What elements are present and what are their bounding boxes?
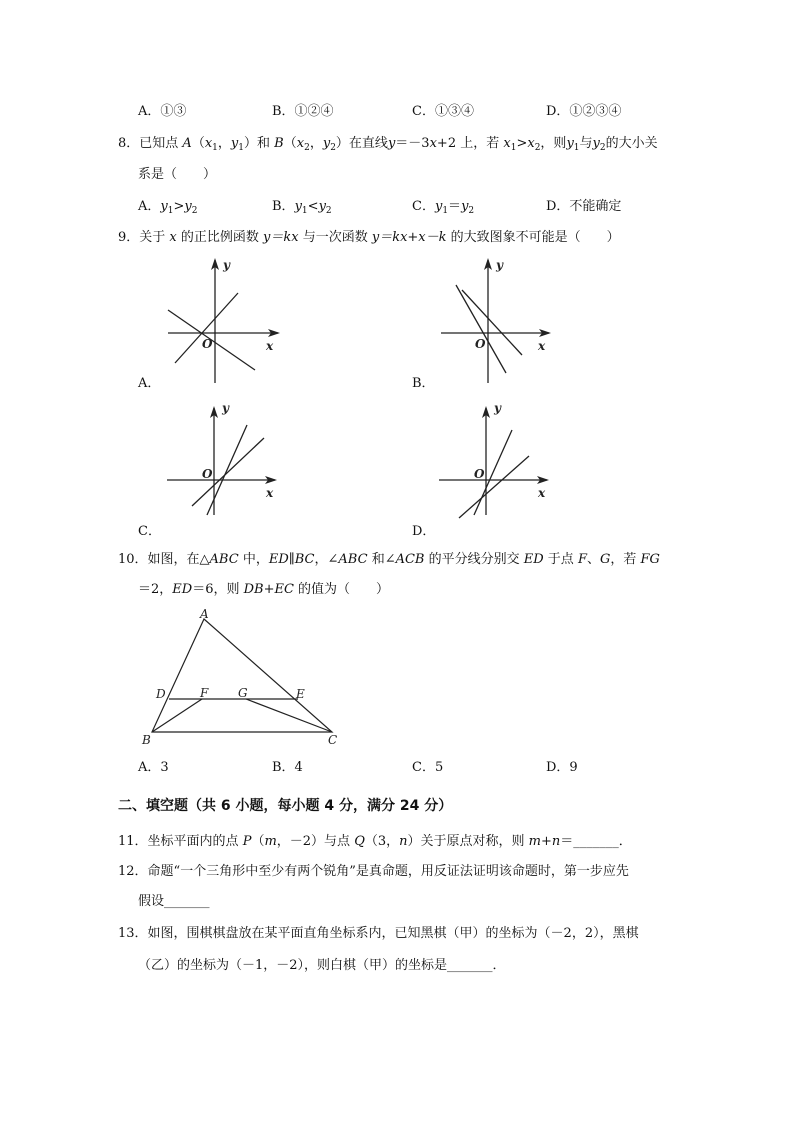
- q8-option-c: C．$y_1=y_2$: [412, 199, 475, 216]
- q9-stem: 9．关于 x 的正比例函数 y＝kx 与一次函数 y＝kx+x－k 的大致图象不可能是（ ）: [118, 230, 620, 245]
- section-heading: 二、填空题（共 6 小题，每小题 4 分，满分 24 分）: [118, 798, 453, 814]
- x-axis-label: x: [538, 486, 546, 500]
- y-axis-label: y: [494, 401, 501, 415]
- origin-label: O: [202, 337, 213, 351]
- origin-label: O: [474, 467, 485, 481]
- q13-stem-line1: 13．如图，围棋棋盘放在某平面直角坐标系内，已知黑棋（甲）的坐标为（－2，2），黑棋: [118, 926, 639, 941]
- q8-option-d: D．不能确定: [546, 199, 622, 214]
- q11-stem: 11．坐标平面内的点 P（m，－2）与点 Q（3，n）关于原点对称，则 m+n＝_______．: [118, 834, 632, 849]
- point-g-label: G: [238, 686, 248, 700]
- q9-option-d: D．: [412, 524, 436, 539]
- q9-option-c: C．: [138, 524, 161, 539]
- x-axis-label: x: [266, 486, 274, 500]
- point-a-label: A: [200, 607, 209, 621]
- q9-graph-b: [436, 255, 566, 390]
- q10-stem-line2: ＝2，ED＝6，则 DB+EC 的值为（ ）: [138, 582, 390, 597]
- q9-graph-a: [160, 255, 290, 390]
- y-axis-label: y: [223, 258, 230, 272]
- q8-option-b: B．$y_1<y_2$: [272, 199, 332, 216]
- y-axis-label: y: [496, 258, 503, 272]
- q10-triangle-figure: [136, 606, 346, 751]
- y-axis-label: y: [222, 401, 229, 415]
- x-axis-label: x: [538, 339, 546, 353]
- q7-option-d: D．①②③④: [546, 104, 622, 119]
- point-f-label: F: [200, 686, 209, 700]
- q12-stem-line1: 12．命题“一个三角形中至少有两个锐角”是真命题，用反证法证明该命题时，第一步应先: [118, 864, 629, 879]
- q7-option-a: A．①③: [138, 104, 187, 119]
- q8-option-a: A．$y_1>y_2$: [138, 199, 198, 216]
- point-e-label: E: [296, 687, 305, 701]
- q10-option-b: B．4: [272, 760, 303, 775]
- q12-stem-line2: 假设_______: [138, 894, 210, 909]
- q10-stem-line1: 10．如图，在△ABC 中，ED∥BC，∠ABC 和∠ACB 的平分线分别交 ED 于点 F、G，若 FG: [118, 552, 660, 567]
- point-c-label: C: [328, 733, 338, 747]
- x-axis-label: x: [266, 339, 274, 353]
- q9-graph-c: [162, 400, 292, 520]
- point-d-label: D: [156, 687, 166, 701]
- q8-stem-line2: 系是（ ）: [138, 167, 217, 182]
- q7-option-c: C．①③④: [412, 104, 474, 119]
- q9-option-a: A．: [138, 376, 161, 391]
- q7-option-b: B．①②④: [272, 104, 334, 119]
- q9-option-b: B．: [412, 376, 435, 391]
- q10-option-a: A．3: [138, 760, 169, 775]
- q13-stem-line2: （乙）的坐标为（－1，－2），则白棋（甲）的坐标是_______．: [138, 958, 506, 973]
- origin-label: O: [202, 467, 213, 481]
- q10-option-d: D．9: [546, 760, 578, 775]
- q9-graph-d: [434, 400, 564, 520]
- q8-stem-line1: 8．已知点 $A(x_1$，$y_1$）和 $B(x_2$，$y_2$）在直线y＝－3x+2 上，若 $x_1>x_2$，则$y_1$与$y_2$的大小关: [118, 136, 658, 153]
- q10-option-c: C．5: [412, 760, 444, 775]
- point-b-label: B: [142, 733, 151, 747]
- origin-label: O: [475, 337, 486, 351]
